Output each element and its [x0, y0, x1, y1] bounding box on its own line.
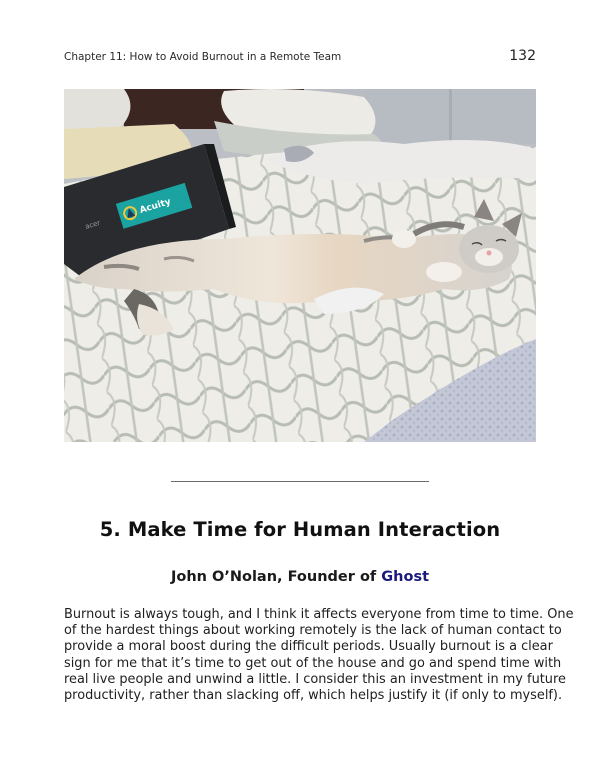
byline	[0, 569, 600, 585]
byline-text: John O’Nolan, Founder of	[170, 569, 382, 585]
body-line: provide a moral boost during the difficult periods. Usually burnout is a clear	[64, 639, 553, 655]
laptop-brand-text: acer	[84, 218, 102, 231]
svg-text:Acuity: Acuity	[138, 197, 173, 216]
body-line: real live people and unwind a little. I consider this an investment in my future	[64, 671, 566, 687]
body-paragraph	[64, 607, 574, 704]
cat-on-bed-illustration	[64, 89, 536, 442]
section-divider	[171, 481, 429, 482]
body-line: sign for me that it’s time to get out of the house and go and spend time with	[64, 655, 562, 671]
ghost-link[interactable]: Ghost	[381, 569, 430, 585]
body-line: Burnout is always tough, and I think it affects everyone from time to time. One	[64, 607, 574, 622]
body-line: of the hardest things about working remotely is the lack of human contact to	[64, 623, 562, 639]
section-title: 5. Make Time for Human Interaction	[99, 518, 501, 541]
page-number: 132	[509, 48, 536, 64]
cat-photo	[64, 89, 536, 442]
body-line: productivity, rather than slacking off, which helps justify it (if only to myself).	[64, 688, 563, 704]
running-header	[64, 49, 536, 67]
chapter-title: Chapter 11: How to Avoid Burnout in a Remote Team	[64, 51, 342, 63]
